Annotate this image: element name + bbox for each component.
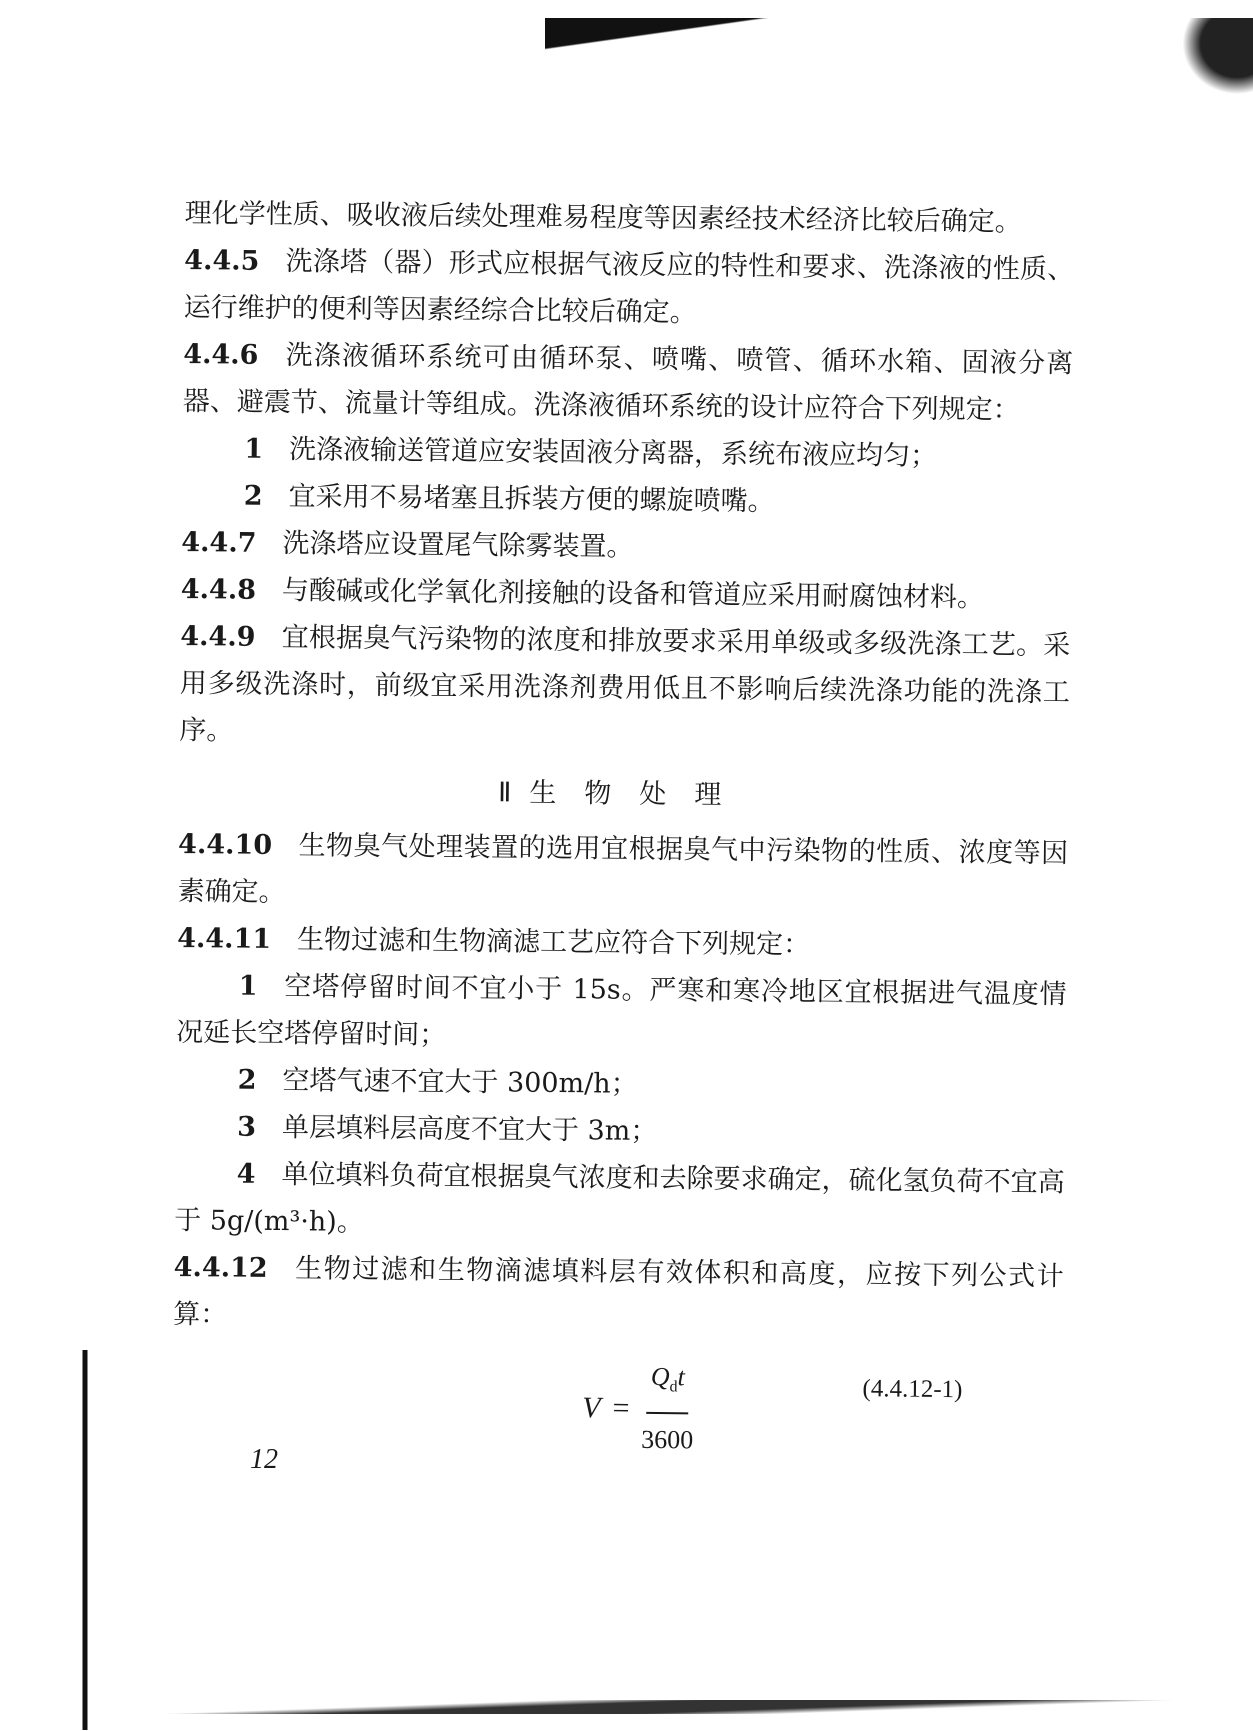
clause-paragraph	[183, 331, 1074, 434]
clause-number: 4.4.11	[176, 922, 272, 955]
clause-number: 4.4.9	[180, 620, 256, 653]
clause-text: 单位填料负荷宜根据臭气浓度和去除要求确定，硫化氢负荷不宜高于 5g/(m³·h)。	[174, 1159, 1065, 1238]
clause-text: 与酸碱或化学氧化剂接触的设备和管道应采用耐腐蚀材料。	[281, 575, 985, 614]
clause-text: 单层填料层高度不宜大于 3m；	[281, 1112, 658, 1147]
formula-numerator: $Q_dt$	[646, 1353, 689, 1415]
formula-denominator: 3600	[641, 1425, 694, 1455]
document-page	[172, 190, 1075, 1455]
clause-text: 洗涤液循环系统可由循环泵、喷嘴、喷管、循环水箱、固液分离器、避震节、流量计等组成。洗涤液循环系统的设计应符合下列规定：	[182, 340, 1074, 426]
clause-paragraph	[177, 821, 1068, 924]
item-number: 2	[237, 1064, 257, 1096]
clause-text: 洗涤液输送管道应安装固液分离器，系统布液应均匀；	[288, 434, 938, 472]
clause-paragraph	[179, 613, 1070, 763]
formula-lhs: V	[582, 1390, 601, 1425]
subsection-title: 生物处理	[529, 777, 750, 811]
list-item	[174, 1150, 1065, 1253]
clause-text: 宜采用不易堵塞且拆装方便的螺旋喷嘴。	[288, 481, 775, 518]
clause-text: 生物臭气处理装置的选用宜根据臭气中污染物的性质、浓度等因素确定。	[177, 830, 1069, 909]
clause-number: 4.4.6	[183, 338, 259, 371]
clause-text: 生物过滤和生物滴滤工艺应符合下列规定：	[296, 924, 811, 961]
clause-text: 理化学性质、吸收液后续处理难易程度等因素经技术经济比较后确定。	[184, 197, 1022, 238]
subsection-number: Ⅱ	[497, 777, 512, 808]
clause-number: 4.4.5	[184, 244, 260, 277]
scan-shadow-corner	[1173, 18, 1253, 103]
item-number: 2	[243, 480, 263, 512]
item-number: 4	[236, 1158, 256, 1190]
scan-shadow-bottom	[85, 1700, 1253, 1714]
scan-shadow-left	[80, 1350, 90, 1730]
clause-text: 生物过滤和生物滴滤填料层有效体积和高度，应按下列公式计算：	[173, 1253, 1064, 1331]
clause-text: 空塔停留时间不宜小于 15s。严寒和寒冷地区宜根据进气温度情况延长空塔停留时间；	[176, 971, 1067, 1051]
clause-text: 洗涤塔（器）形式应根据气液反应的特性和要求、洗涤液的性质、运行维护的便利等因素经综合比较后确定。	[183, 246, 1075, 329]
formula	[582, 1352, 694, 1463]
item-number: 1	[238, 970, 258, 1002]
formula-row	[172, 1344, 1063, 1455]
clause-number: 4.4.10	[177, 828, 273, 861]
formula-equals: =	[612, 1391, 630, 1425]
subsection-heading	[178, 766, 1068, 822]
clause-text: 洗涤塔应设置尾气除雾装置。	[282, 528, 634, 563]
clause-text: 空塔气速不宜大于 300m/h；	[282, 1065, 638, 1100]
item-number: 3	[237, 1111, 257, 1143]
list-item	[176, 962, 1067, 1065]
clause-paragraph	[173, 1244, 1064, 1347]
item-number: 1	[244, 433, 264, 465]
clause-number: 4.4.8	[180, 573, 257, 606]
page-number: 12	[250, 1444, 278, 1475]
clauses-section-1	[179, 190, 1075, 763]
clause-paragraph	[184, 237, 1075, 340]
clause-text: 宜根据臭气污染物的浓度和排放要求采用单级或多级洗涤工艺。采用多级洗涤时，前级宜采用洗涤剂费用低且不影响后续洗涤功能的洗涤工序。	[179, 622, 1071, 747]
formula-fraction	[641, 1353, 694, 1464]
clause-number: 4.4.12	[173, 1251, 268, 1284]
clauses-section-2	[173, 821, 1068, 1347]
scan-shadow-top	[545, 18, 1165, 98]
clause-number: 4.4.7	[181, 526, 257, 559]
formula-number: (4.4.12-1)	[862, 1375, 963, 1404]
